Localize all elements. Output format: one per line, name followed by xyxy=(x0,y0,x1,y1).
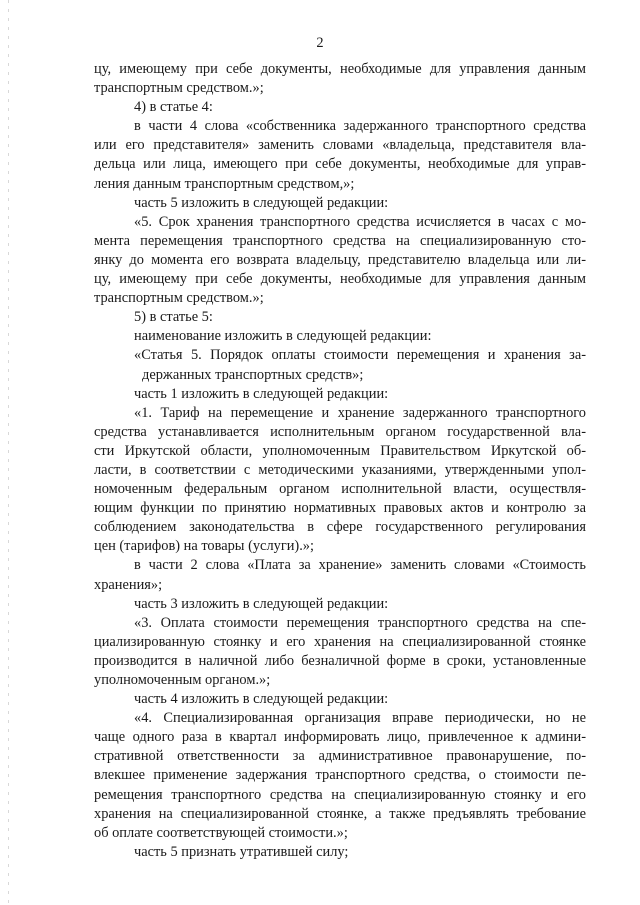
text-line: производится в наличной либо безналичной форме в сроки, установленные xyxy=(94,652,586,669)
text-line: часть 5 изложить в следующей редакции: xyxy=(134,194,389,211)
text-line: цен (тарифов) на товары (услуги).»; xyxy=(94,538,315,555)
text-line: ласти, в соответствии с методическими указаниями, утвержденными упол- xyxy=(94,461,586,478)
scan-edge-artifact xyxy=(8,0,9,905)
text-line: «4. Специализированная организация вправе периодически, но не xyxy=(134,710,586,727)
text-line: «3. Оплата стоимости перемещения транспортного средства на спе- xyxy=(134,614,586,631)
text-line: чаще одного раза в квартал информировать лицо, привлеченное к админи- xyxy=(94,729,586,746)
text-line: «Статья 5. Порядок оплаты стоимости перемещения и хранения за- xyxy=(134,347,586,364)
text-line: мента перемещения транспортного средства на специализированную сто- xyxy=(94,232,586,249)
text-line: средства устанавливается исполнительным органом государственной вла- xyxy=(94,423,586,440)
text-line: ющим функции по принятию нормативных правовых актов и контролю за xyxy=(94,500,586,517)
text-line: наименование изложить в следующей редакции: xyxy=(134,328,432,345)
text-line: номоченным федеральным органом исполнительной власти, осуществля- xyxy=(94,481,586,498)
text-line: сти Иркутской области, уполномоченным Правительством Иркутской об- xyxy=(94,442,586,459)
text-line: 4) в статье 4: xyxy=(134,99,213,116)
text-line: в части 2 слова «Плата за хранение» заменить словами «Стоимость xyxy=(134,557,586,574)
text-line: об оплате соответствующей стоимости.»; xyxy=(94,824,348,841)
text-line: янку до момента его возврата владельцу, представителю владельца или ли- xyxy=(94,251,586,268)
text-line: ления данным транспортным средством,»; xyxy=(94,175,355,192)
document-body xyxy=(94,60,586,862)
text-line: или его представителя» заменить словами «владельца, представителя вла- xyxy=(94,137,586,154)
text-line: «1. Тариф на перемещение и хранение задержанного транспортного xyxy=(134,404,586,421)
text-line: дельца или лица, имеющего при себе документы, необходимые для управ- xyxy=(94,156,586,173)
text-line: часть 1 изложить в следующей редакции: xyxy=(134,385,389,402)
text-line: цу, имеющему при себе документы, необходимые для управления данным xyxy=(94,271,586,288)
text-line: цу, имеющему при себе документы, необходимые для управления данным xyxy=(94,61,586,77)
page-number: 2 xyxy=(316,35,324,51)
text-line: часть 3 изложить в следующей редакции: xyxy=(134,595,389,612)
text-line: циализированную стоянку и его хранения на специализированной стоянке xyxy=(94,633,586,650)
text-line: держанных транспортных средств»; xyxy=(142,366,364,383)
text-line: хранения на специализированной стоянке, а также предъявлять требование xyxy=(94,805,586,822)
text-line: 5) в статье 5: xyxy=(134,309,213,326)
text-line: в части 4 слова «собственника задержанного транспортного средства xyxy=(134,118,586,135)
text-line: транспортным средством.»; xyxy=(94,290,264,307)
text-line: соблюдением законодательства в сфере государственного регулирования xyxy=(94,519,586,536)
text-line: транспортным средством.»; xyxy=(94,80,264,97)
text-line: хранения»; xyxy=(94,576,163,593)
text-line: уполномоченным органом.»; xyxy=(94,672,271,688)
text-line: часть 4 изложить в следующей редакции: xyxy=(134,691,389,708)
text-line: влекшее применение задержания транспортного средства, о стоимости пе- xyxy=(94,767,586,784)
text-line: «5. Срок хранения транспортного средства исчисляется в часах с мо- xyxy=(134,213,586,230)
text-line: ремещения транспортного средства на специализированную стоянку и его xyxy=(94,786,586,803)
text-line: стративной ответственности за административное правонарушение, по- xyxy=(94,748,586,765)
text-line: часть 5 признать утратившей силу; xyxy=(134,843,349,860)
